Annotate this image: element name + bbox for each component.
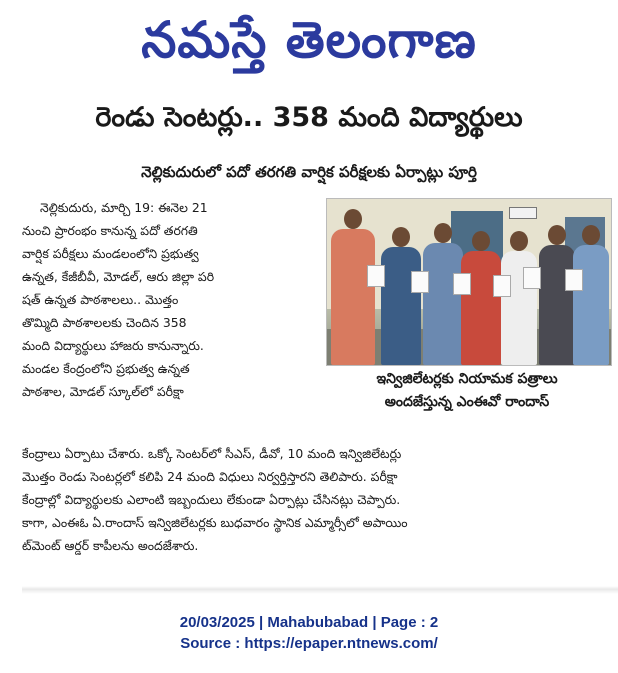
photo-person [423, 243, 463, 365]
photo-person-head [344, 209, 362, 229]
body-line: వార్షిక పరీక్షలు మండలంలోని ప్రభుత్వ [22, 246, 199, 261]
photo-person [381, 247, 421, 365]
photo-person-head [548, 225, 566, 245]
body-line: నెల్లికుదురు, మార్చి 19: ఈనెల 21 [40, 200, 208, 215]
photo-document [367, 265, 385, 287]
body-line: మంది విద్యార్థులు హాజరు కానున్నారు. [22, 338, 204, 353]
body-line: కేంద్రాల్లో విద్యార్థులకు ఎలాంటి ఇబ్బందులు లేకుండా ఏర్పాట్లు చేసినట్లు చెప్పారు. [22, 492, 401, 507]
photo-document [411, 271, 429, 293]
newspaper-masthead: నమస్తే తెలంగాణ [141, 11, 477, 69]
body-line: ఉన్నత, కేజీబీవీ, మోడల్, ఆరు జిల్లా పరి [22, 269, 215, 284]
photo-person-head [434, 223, 452, 243]
article-photo [326, 198, 612, 366]
body-line: షత్ ఉన్నత పాఠశాలలు.. మొత్తం [22, 292, 179, 307]
body-line: మండల కేంద్రంలోని ప్రభుత్వ ఉన్నత [22, 361, 190, 376]
photo-person [539, 245, 575, 365]
photo-person-head [472, 231, 490, 251]
photo-document [493, 275, 511, 297]
caption-line: ఇన్విజిలేటర్లకు నియామక పత్రాలు [376, 371, 558, 387]
caption-line: అందజేస్తున్న ఎంఈవో రాందాస్ [384, 394, 550, 410]
body-line: కేంద్రాలు ఏర్పాటు చేశారు. ఒక్కో సెంటర్‌లో సీఎస్, డీవో, 10 మంది ఇన్విజిలేటర్లు [22, 446, 402, 461]
body-line: ట్‌మెంట్ ఆర్డర్ కాపీలను అందజేశారు. [22, 538, 199, 553]
body-line: కాగా, ఎంఈఓ ఏ.రాందాస్ ఇన్విజిలేటర్లకు బుధవారం స్థానిక ఎమ్మార్సీలో అపాయిం [22, 515, 408, 530]
body-line: మొత్తం రెండు సెంటర్లలో కలిపి 24 మంది విధులు నిర్వర్తిస్తారని తెలిపారు. పరీక్షా [22, 469, 398, 484]
article-headline: రెండు సెంటర్లు.. 358 మంది విద్యార్థులు [95, 102, 523, 133]
photo-person-head [582, 225, 600, 245]
photo-sign-board [509, 207, 537, 219]
body-line: నుంచి ప్రారంభం కానున్న పదో తరగతి [22, 223, 198, 238]
clipping-cut-edge [22, 586, 618, 594]
article-subheadline: నెల్లికుదురులో పదో తరగతి వార్షిక పరీక్షలకు ఏర్పాట్లు పూర్తి [141, 163, 477, 181]
clipping-footer [0, 612, 618, 654]
photo-person [331, 229, 375, 365]
article-continued-text [22, 442, 612, 557]
photo-document [523, 267, 541, 289]
photo-person-head [510, 231, 528, 251]
photo-person-head [392, 227, 410, 247]
article-column-text [22, 196, 318, 403]
photo-document [453, 273, 471, 295]
body-line: పాఠశాల, మోడల్ స్కూల్‌లో పరీక్షా [22, 384, 184, 399]
photo-document [565, 269, 583, 291]
body-line: తొమ్మిది పాఠశాలలకు చెందిన 358 [22, 315, 187, 330]
photo-person [461, 251, 501, 365]
footer-meta: 20/03/2025 | Mahabubabad | Page : 2 [179, 614, 439, 631]
photo-caption [316, 368, 618, 414]
footer-source: Source : https://epaper.ntnews.com/ [180, 635, 438, 652]
photo-person [573, 245, 609, 365]
